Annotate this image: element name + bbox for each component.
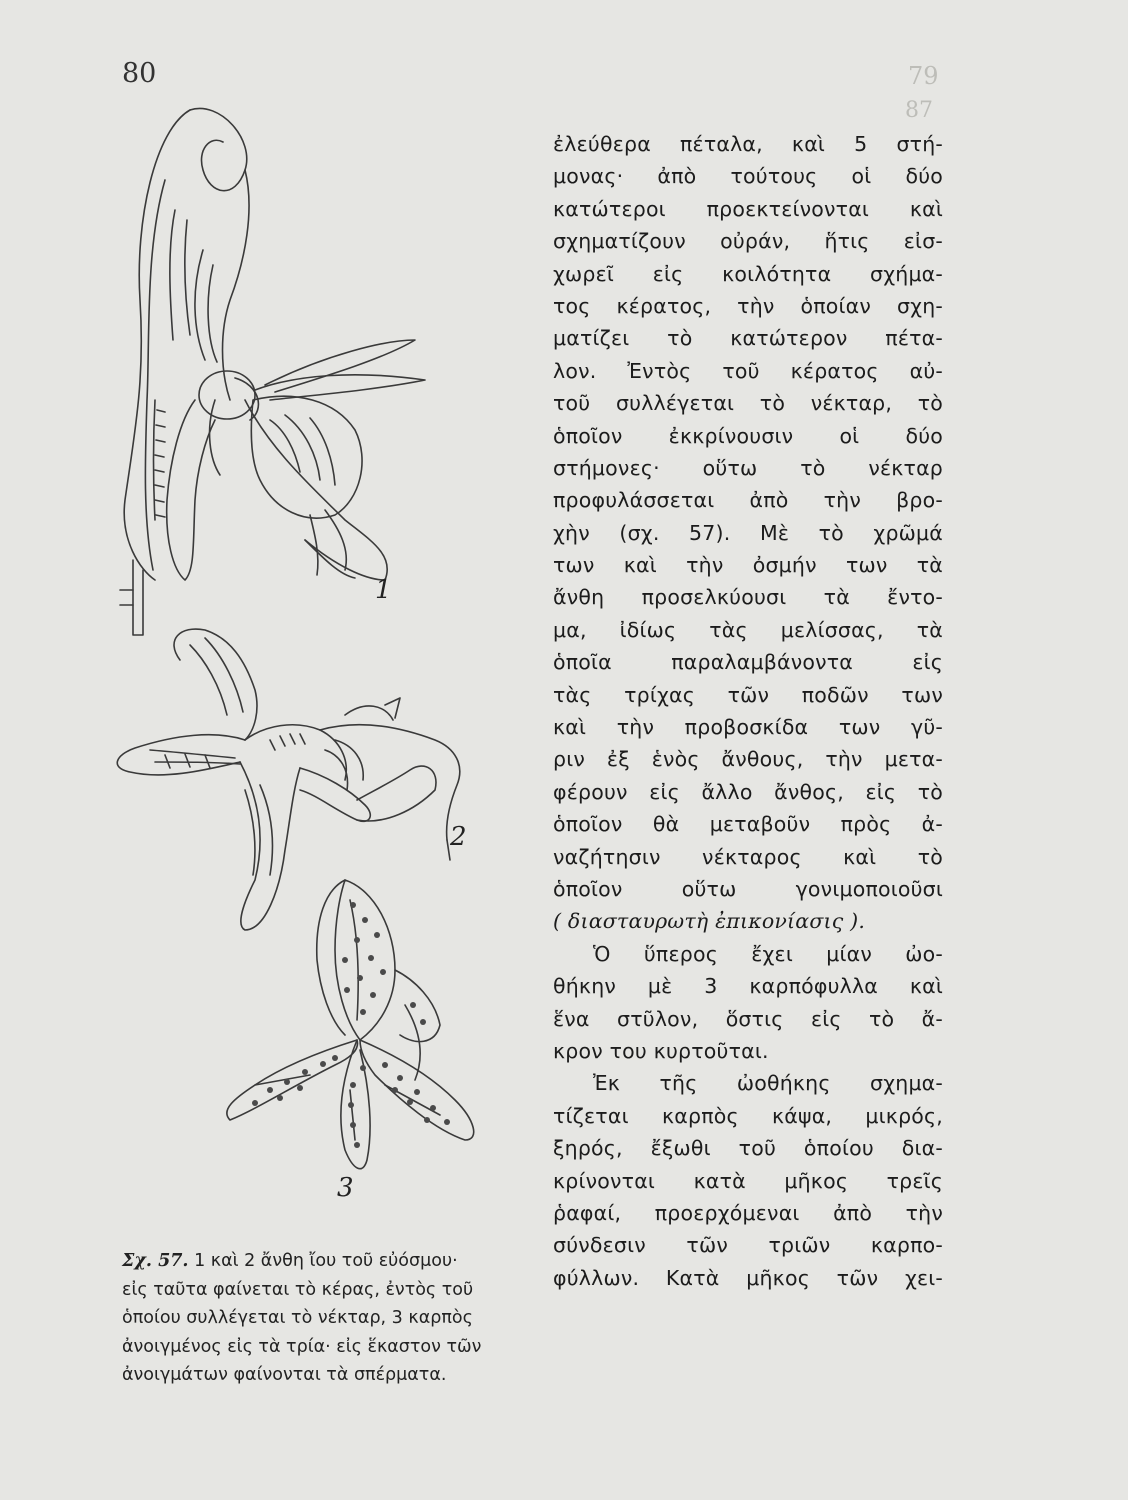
body-line: ἐλεύθερα πέταλα, καὶ 5 στή- bbox=[553, 132, 943, 156]
body-line: φύλλων. Κατὰ μῆκος τῶν χει- bbox=[553, 1265, 943, 1290]
caption-line: ἀνοιγμένος εἰς τὰ τρία· εἰς ἕκαστον τῶν bbox=[122, 1336, 482, 1357]
body-line: λον. Ἐντὸς τοῦ κέρατος αὐ- bbox=[553, 358, 943, 383]
body-line: σχηματίζουν οὐράν, ἥτις εἰσ- bbox=[553, 229, 943, 254]
body-line: ὁποῖον ἐκκρίνουσιν οἱ δύο bbox=[553, 423, 943, 448]
body-line: ῥαφαί, προερχόμεναι ἀπὸ τὴν bbox=[553, 1200, 943, 1225]
body-line: ριν ἐξ ἑνὸς ἄνθους, τὴν μετα- bbox=[553, 747, 943, 772]
open-capsule-fruit-drawing bbox=[227, 880, 474, 1169]
body-line: θήκην μὲ 3 καρπόφυλλα καὶ bbox=[553, 974, 943, 999]
body-line: ναζήτησιν νέκταρος καὶ τὸ bbox=[553, 844, 943, 869]
body-line: ὁποῖον οὕτω γονιμοποιοῦσι bbox=[553, 876, 943, 901]
flower-section-with-bee-drawing bbox=[120, 108, 425, 635]
body-line: καὶ τὴν προβοσκίδα των γῦ- bbox=[553, 715, 943, 740]
svg-text:3: 3 bbox=[337, 1173, 354, 1203]
body-line: χωρεῖ εἰς κοιλότητα σχήμα- bbox=[553, 261, 943, 286]
body-line: ὁποῖα παραλαμβάνοντα εἰς bbox=[553, 650, 943, 675]
caption-line bbox=[122, 1247, 527, 1276]
body-line: ἕνα στῦλον, ὅστις εἰς τὸ ἄ- bbox=[553, 1006, 943, 1031]
svg-text:2: 2 bbox=[450, 822, 467, 852]
body-line: φέρουν εἰς ἄλλο ἄνθος, εἰς τὸ bbox=[553, 779, 943, 804]
body-line: τος κέρατος, τὴν ὁποίαν σχη- bbox=[553, 293, 943, 318]
body-line: σύνδεσιν τῶν τριῶν καρπο- bbox=[553, 1233, 943, 1258]
body-line: τίζεται καρπὸς κάψα, μικρός, bbox=[553, 1103, 943, 1128]
body-line-emphasis: ( διασταυρωτὴ ἐπικονίασις ). bbox=[553, 909, 866, 934]
body-line: των καὶ τὴν ὀσμήν των τὰ bbox=[553, 553, 943, 578]
violet-flower-side-view-drawing bbox=[117, 629, 459, 930]
page-number: 80 bbox=[122, 58, 157, 89]
caption-line: ἀνοιγμάτων φαίνονται τὰ σπέρματα. bbox=[122, 1365, 447, 1385]
body-line: μα, ἰδίως τὰς μελίσσας, τὰ bbox=[553, 617, 943, 642]
body-text-column bbox=[553, 128, 943, 1294]
caption-line: ὁποίου συλλέγεται τὸ νέκταρ, 3 καρπὸς bbox=[122, 1308, 473, 1328]
caption-line: εἰς ταῦτα φαίνεται τὸ κέρας, ἐντὸς τοῦ bbox=[122, 1279, 474, 1300]
body-line: τοῦ συλλέγεται τὸ νέκταρ, τὸ bbox=[553, 391, 943, 416]
body-line: μονας· ἀπὸ τούτους οἱ δύο bbox=[553, 164, 943, 189]
figure-number: Σχ. 57. bbox=[122, 1251, 189, 1271]
body-line-paragraph-start: Ὁ ὕπερος ἔχει μίαν ὠο- bbox=[593, 941, 943, 966]
body-line: χὴν (σχ. 57). Μὲ τὸ χρῶμά bbox=[553, 520, 943, 545]
body-line: κατώτεροι προεκτείνονται καὶ bbox=[553, 196, 943, 221]
body-line-paragraph-start: Ἐκ τῆς ὠοθήκης σχημα- bbox=[593, 1071, 943, 1096]
body-line: ξηρός, ἔξωθι τοῦ ὁποίου δια- bbox=[553, 1136, 943, 1161]
body-line: κρον του κυρτοῦται. bbox=[553, 1038, 769, 1063]
body-line: ματίζει τὸ κατώτερον πέτα- bbox=[553, 326, 943, 351]
botanical-illustration bbox=[95, 100, 515, 1230]
svg-text:1: 1 bbox=[375, 575, 392, 605]
caption-line-text: 1 καὶ 2 ἄνθη ἴου τοῦ εὐόσμου· bbox=[188, 1251, 458, 1271]
body-line: προφυλάσσεται ἀπὸ τὴν βρο- bbox=[553, 488, 943, 513]
body-line: κρίνονται κατὰ μῆκος τρεῖς bbox=[553, 1168, 943, 1193]
body-line: τὰς τρίχας τῶν ποδῶν των bbox=[553, 682, 943, 707]
figure-caption bbox=[122, 1247, 527, 1390]
bleed-page-number: 87 bbox=[905, 98, 933, 123]
body-line: ἄνθη προσελκύουσι τὰ ἔντο- bbox=[553, 585, 943, 610]
body-line: ὁποῖον θὰ μεταβοῦν πρὸς ἀ- bbox=[553, 812, 943, 837]
bleed-page-number: 79 bbox=[908, 62, 939, 90]
body-line: στήμονες· οὕτω τὸ νέκταρ bbox=[553, 455, 943, 480]
